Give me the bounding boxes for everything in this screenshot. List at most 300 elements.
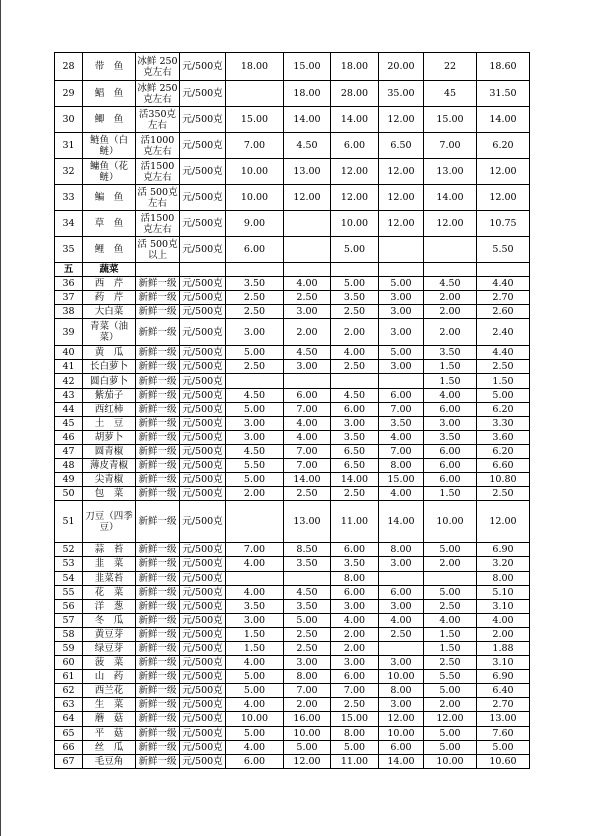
price-cell: 6.20 <box>477 133 530 159</box>
item-spec: 新鲜一级 <box>136 459 180 473</box>
price-cell: 28.00 <box>331 81 379 107</box>
price-cell: 6.00 <box>424 459 477 473</box>
price-cell: 6.00 <box>331 585 379 599</box>
item-name: 胡萝卜 <box>83 430 136 444</box>
price-cell: 10.00 <box>331 211 379 237</box>
price-cell: 12.00 <box>477 501 530 543</box>
price-cell: 7.00 <box>226 133 284 159</box>
price-cell: 3.00 <box>379 599 424 613</box>
item-name: 西 芹 <box>83 277 136 291</box>
table-row <box>55 599 530 613</box>
price-cell: 2.00 <box>424 305 477 319</box>
price-cell: 13.00 <box>424 159 477 185</box>
price-cell: 7.00 <box>284 444 331 458</box>
price-cell: 20.00 <box>379 53 424 81</box>
price-cell: 1.50 <box>424 641 477 655</box>
table-row <box>55 346 530 360</box>
price-cell: 2.00 <box>424 291 477 305</box>
item-unit: 元/500克 <box>180 698 226 712</box>
item-unit: 元/500克 <box>180 543 226 557</box>
item-spec: 活 500克左右 <box>137 186 178 209</box>
row-number: 54 <box>55 571 83 585</box>
price-cell: 6.00 <box>424 444 477 458</box>
table-row <box>55 416 530 430</box>
item-unit: 元/500克 <box>180 159 226 185</box>
item-unit: 元/500克 <box>180 185 226 211</box>
row-number: 45 <box>55 416 83 430</box>
table-row <box>55 613 530 627</box>
price-cell: 8.00 <box>331 571 379 585</box>
item-spec: 新鲜一级 <box>136 473 180 487</box>
price-cell: 10.00 <box>284 726 331 740</box>
item-name: 大白菜 <box>83 305 136 319</box>
table-row <box>55 402 530 416</box>
price-cell: 3.00 <box>379 291 424 305</box>
item-spec: 新鲜一级 <box>136 754 180 768</box>
item-unit: 元/500克 <box>180 599 226 613</box>
price-cell: 2.00 <box>226 487 284 501</box>
item-name: 洋 葱 <box>83 599 136 613</box>
price-cell: 2.50 <box>284 487 331 501</box>
price-cell: 5.00 <box>226 402 284 416</box>
price-cell: 1.50 <box>226 627 284 641</box>
price-cell: 2.60 <box>477 305 530 319</box>
row-number: 60 <box>55 656 83 670</box>
item-spec: 活350克左右 <box>136 107 180 133</box>
table-row <box>55 543 530 557</box>
empty-cell <box>136 263 180 277</box>
item-spec: 新鲜一级 <box>136 402 180 416</box>
item-name: 药 芹 <box>83 291 136 305</box>
price-cell: 12.00 <box>379 211 424 237</box>
price-cell: 2.00 <box>284 319 331 346</box>
table-row <box>55 444 530 458</box>
price-cell: 1.50 <box>424 487 477 501</box>
price-cell: 2.00 <box>331 641 379 655</box>
row-number: 59 <box>55 641 83 655</box>
price-cell: 3.00 <box>379 656 424 670</box>
table-row <box>55 501 530 543</box>
item-unit: 元/500克 <box>180 684 226 698</box>
price-cell: 3.00 <box>379 305 424 319</box>
table-row <box>55 319 530 346</box>
empty-cell <box>226 263 284 277</box>
item-name: 草 鱼 <box>83 211 136 237</box>
price-cell: 15.00 <box>331 712 379 726</box>
item-spec: 新鲜一级 <box>136 670 180 684</box>
row-number: 29 <box>55 81 83 107</box>
price-cell: 3.50 <box>424 346 477 360</box>
price-cell: 3.00 <box>379 557 424 571</box>
price-cell <box>226 81 284 107</box>
price-cell: 2.00 <box>331 319 379 346</box>
row-number: 52 <box>55 543 83 557</box>
item-spec: 新鲜一级 <box>136 585 180 599</box>
price-cell: 7.60 <box>477 726 530 740</box>
item-spec: 活1000克左右 <box>136 133 180 159</box>
item-unit: 元/500克 <box>180 641 226 655</box>
price-cell: 3.20 <box>477 557 530 571</box>
price-cell: 5.00 <box>226 726 284 740</box>
item-spec: 活 500克以上 <box>137 238 178 261</box>
price-cell: 18.00 <box>284 81 331 107</box>
table-row <box>55 291 530 305</box>
item-spec: 新鲜一级 <box>136 291 180 305</box>
price-cell: 2.50 <box>379 627 424 641</box>
item-name: 毛豆角 <box>83 754 136 768</box>
empty-cell <box>477 263 530 277</box>
price-cell: 2.50 <box>331 305 379 319</box>
row-number: 62 <box>55 684 83 698</box>
row-number: 35 <box>55 237 83 263</box>
price-cell: 4.00 <box>477 613 530 627</box>
price-cell: 2.00 <box>477 627 530 641</box>
row-number: 40 <box>55 346 83 360</box>
row-number: 33 <box>55 185 83 211</box>
item-name: 薄皮青椒 <box>83 459 136 473</box>
item-unit: 元/500克 <box>180 613 226 627</box>
price-cell: 11.00 <box>331 754 379 768</box>
item-spec: 新鲜一级 <box>136 571 180 585</box>
price-cell: 5.00 <box>379 277 424 291</box>
price-cell: 4.00 <box>331 346 379 360</box>
item-unit: 元/500克 <box>180 211 226 237</box>
price-cell: 12.00 <box>284 754 331 768</box>
price-cell: 2.00 <box>424 557 477 571</box>
row-number: 37 <box>55 291 83 305</box>
item-name: 山 药 <box>83 670 136 684</box>
table-row <box>55 211 530 237</box>
price-cell: 13.00 <box>284 159 331 185</box>
row-number: 32 <box>55 159 83 185</box>
price-cell: 5.00 <box>331 237 379 263</box>
price-cell: 5.00 <box>226 670 284 684</box>
row-number: 41 <box>55 360 83 374</box>
empty-cell <box>331 263 379 277</box>
price-cell: 2.50 <box>284 291 331 305</box>
price-cell: 2.50 <box>331 360 379 374</box>
price-cell: 4.50 <box>284 585 331 599</box>
price-cell: 5.00 <box>284 613 331 627</box>
price-cell: 5.00 <box>331 740 379 754</box>
item-unit: 元/500克 <box>180 388 226 402</box>
price-cell: 6.00 <box>379 585 424 599</box>
table-row <box>55 627 530 641</box>
item-unit: 元/500克 <box>180 360 226 374</box>
item-name: 鲫 鱼 <box>83 107 136 133</box>
price-cell: 1.50 <box>477 374 530 388</box>
item-name: 蘑 菇 <box>83 712 136 726</box>
price-cell: 12.00 <box>424 211 477 237</box>
price-cell: 31.50 <box>477 81 530 107</box>
price-cell: 45 <box>424 81 477 107</box>
row-number: 58 <box>55 627 83 641</box>
price-cell <box>226 374 284 388</box>
price-cell <box>424 571 477 585</box>
price-cell: 4.00 <box>379 430 424 444</box>
price-cell: 6.60 <box>477 459 530 473</box>
price-cell: 2.50 <box>477 360 530 374</box>
table-row <box>55 133 530 159</box>
price-cell: 4.50 <box>284 133 331 159</box>
price-cell: 22 <box>424 53 477 81</box>
price-cell: 10.60 <box>477 754 530 768</box>
price-cell: 3.50 <box>331 430 379 444</box>
price-cell <box>424 237 477 263</box>
item-unit: 元/500克 <box>180 277 226 291</box>
empty-cell <box>424 263 477 277</box>
item-name: 平 菇 <box>83 726 136 740</box>
table-row <box>55 571 530 585</box>
price-cell: 5.50 <box>477 237 530 263</box>
item-name: 西兰花 <box>83 684 136 698</box>
item-spec: 新鲜一级 <box>136 599 180 613</box>
price-cell: 2.00 <box>331 627 379 641</box>
price-cell: 3.00 <box>226 430 284 444</box>
price-cell: 6.00 <box>424 402 477 416</box>
item-name: 丝 瓜 <box>83 740 136 754</box>
price-cell: 7.00 <box>284 684 331 698</box>
item-unit: 元/500克 <box>180 726 226 740</box>
item-name: 韭 菜 <box>83 557 136 571</box>
price-cell: 3.50 <box>226 277 284 291</box>
item-name: 土 豆 <box>83 416 136 430</box>
item-name: 圆白萝卜 <box>83 374 136 388</box>
price-cell: 6.00 <box>331 133 379 159</box>
table-row <box>55 487 530 501</box>
price-table <box>54 52 530 769</box>
item-unit: 元/500克 <box>180 237 226 263</box>
price-cell: 15.00 <box>379 473 424 487</box>
row-number: 42 <box>55 374 83 388</box>
table-row <box>55 107 530 133</box>
price-cell: 14.00 <box>424 185 477 211</box>
table-row <box>55 430 530 444</box>
price-cell: 3.00 <box>331 656 379 670</box>
table-row <box>55 726 530 740</box>
price-cell: 2.50 <box>424 599 477 613</box>
price-cell: 1.50 <box>226 641 284 655</box>
price-cell: 12.00 <box>379 712 424 726</box>
item-spec: 新鲜一级 <box>136 388 180 402</box>
item-unit: 元/500克 <box>180 627 226 641</box>
item-spec: 新鲜一级 <box>136 543 180 557</box>
item-spec: 新鲜一级 <box>136 656 180 670</box>
price-cell: 3.00 <box>379 360 424 374</box>
price-cell: 14.00 <box>331 473 379 487</box>
item-spec: 新鲜一级 <box>136 416 180 430</box>
section-header-row <box>55 263 530 277</box>
price-cell: 3.00 <box>226 613 284 627</box>
item-spec: 新鲜一级 <box>136 641 180 655</box>
item-unit: 元/500克 <box>180 754 226 768</box>
row-number: 66 <box>55 740 83 754</box>
item-unit: 元/500克 <box>180 402 226 416</box>
price-cell: 15.00 <box>226 107 284 133</box>
price-cell: 3.00 <box>226 416 284 430</box>
row-number: 63 <box>55 698 83 712</box>
price-cell: 4.00 <box>226 656 284 670</box>
item-spec: 新鲜一级 <box>136 613 180 627</box>
price-cell: 2.50 <box>284 627 331 641</box>
row-number: 64 <box>55 712 83 726</box>
price-cell <box>226 571 284 585</box>
price-cell <box>284 211 331 237</box>
row-number: 34 <box>55 211 83 237</box>
price-cell: 5.00 <box>226 473 284 487</box>
table-row <box>55 557 530 571</box>
item-name: 青菜（油菜） <box>83 319 136 346</box>
row-number: 36 <box>55 277 83 291</box>
price-cell: 8.00 <box>379 684 424 698</box>
price-cell: 2.40 <box>477 319 530 346</box>
price-cell: 5.00 <box>424 726 477 740</box>
price-cell <box>379 237 424 263</box>
price-cell: 3.00 <box>331 599 379 613</box>
price-cell: 2.50 <box>226 291 284 305</box>
item-spec: 新鲜一级 <box>136 712 180 726</box>
price-cell: 4.00 <box>284 430 331 444</box>
table-row <box>55 374 530 388</box>
price-cell: 5.00 <box>226 346 284 360</box>
price-cell: 1.88 <box>477 641 530 655</box>
price-cell: 3.50 <box>284 557 331 571</box>
price-cell: 14.00 <box>284 473 331 487</box>
price-cell: 6.00 <box>331 543 379 557</box>
page-left-edge <box>0 0 1 836</box>
item-unit: 元/500克 <box>180 459 226 473</box>
item-spec: 新鲜一级 <box>136 305 180 319</box>
price-cell: 3.50 <box>424 430 477 444</box>
price-cell: 8.00 <box>379 459 424 473</box>
price-cell: 4.00 <box>284 277 331 291</box>
item-spec: 新鲜一级 <box>136 374 180 388</box>
price-cell: 2.70 <box>477 698 530 712</box>
item-unit: 元/500克 <box>180 444 226 458</box>
price-cell: 14.00 <box>477 107 530 133</box>
price-cell: 12.00 <box>424 712 477 726</box>
table-row <box>55 740 530 754</box>
price-cell: 5.00 <box>424 684 477 698</box>
item-unit: 元/500克 <box>180 133 226 159</box>
price-cell: 3.00 <box>379 698 424 712</box>
item-name: 鲢鱼（白鲢） <box>83 133 136 159</box>
item-name: 刀豆（四季豆） <box>83 501 136 543</box>
price-cell: 7.00 <box>226 543 284 557</box>
item-unit: 元/500克 <box>180 53 226 81</box>
row-number: 61 <box>55 670 83 684</box>
price-cell: 2.50 <box>226 360 284 374</box>
section-label: 蔬菜 <box>83 263 136 277</box>
price-cell: 3.50 <box>284 599 331 613</box>
item-unit: 元/500克 <box>180 107 226 133</box>
price-cell: 5.50 <box>226 459 284 473</box>
row-number: 67 <box>55 754 83 768</box>
price-cell: 6.00 <box>226 754 284 768</box>
item-unit: 元/500克 <box>180 473 226 487</box>
item-name: 韭菜苔 <box>83 571 136 585</box>
row-number: 39 <box>55 319 83 346</box>
price-cell: 7.00 <box>331 684 379 698</box>
price-cell: 18.00 <box>331 53 379 81</box>
price-cell <box>379 641 424 655</box>
item-spec: 新鲜一级 <box>136 684 180 698</box>
item-unit: 元/500克 <box>180 487 226 501</box>
price-cell: 6.00 <box>379 740 424 754</box>
price-cell: 3.30 <box>477 416 530 430</box>
price-cell: 3.00 <box>379 319 424 346</box>
item-unit: 元/500克 <box>180 374 226 388</box>
row-number: 46 <box>55 430 83 444</box>
item-spec: 冰鲜 250克左右 <box>136 53 180 81</box>
row-number: 30 <box>55 107 83 133</box>
table-row <box>55 684 530 698</box>
price-cell: 4.50 <box>331 388 379 402</box>
price-cell: 4.00 <box>379 613 424 627</box>
item-spec: 新鲜一级 <box>136 487 180 501</box>
price-cell: 2.50 <box>284 641 331 655</box>
item-name: 鲳 鱼 <box>83 81 136 107</box>
table-row <box>55 641 530 655</box>
item-unit: 元/500克 <box>180 557 226 571</box>
price-cell: 6.20 <box>477 444 530 458</box>
item-unit: 元/500克 <box>180 81 226 107</box>
price-cell: 13.00 <box>284 501 331 543</box>
price-cell: 8.00 <box>284 670 331 684</box>
price-cell: 4.00 <box>379 487 424 501</box>
price-cell: 18.60 <box>477 53 530 81</box>
price-cell: 4.00 <box>424 388 477 402</box>
price-cell: 8.00 <box>331 726 379 740</box>
price-cell: 5.00 <box>477 740 530 754</box>
price-cell <box>284 237 331 263</box>
item-spec: 活1500克左右 <box>136 211 180 237</box>
section-number: 五 <box>55 263 83 277</box>
price-cell: 4.00 <box>331 613 379 627</box>
price-cell: 10.00 <box>424 501 477 543</box>
price-cell: 2.50 <box>424 656 477 670</box>
item-spec: 新鲜一级 <box>136 277 180 291</box>
row-number: 28 <box>55 53 83 81</box>
price-cell: 4.00 <box>226 698 284 712</box>
item-name: 包 菜 <box>83 487 136 501</box>
price-cell: 12.00 <box>379 185 424 211</box>
price-cell: 1.50 <box>424 627 477 641</box>
price-cell: 6.40 <box>477 684 530 698</box>
price-cell: 4.40 <box>477 346 530 360</box>
item-name: 蒜 苔 <box>83 543 136 557</box>
price-cell <box>379 374 424 388</box>
price-cell: 5.00 <box>226 684 284 698</box>
table-row <box>55 185 530 211</box>
price-cell: 4.40 <box>477 277 530 291</box>
price-cell: 10.75 <box>477 211 530 237</box>
item-unit: 元/500克 <box>180 305 226 319</box>
price-cell: 7.00 <box>284 402 331 416</box>
row-number: 31 <box>55 133 83 159</box>
price-cell: 12.00 <box>477 185 530 211</box>
table-row <box>55 670 530 684</box>
price-cell: 12.00 <box>379 159 424 185</box>
table-row <box>55 237 530 263</box>
price-cell: 1.50 <box>424 360 477 374</box>
table-row <box>55 698 530 712</box>
empty-cell <box>180 263 226 277</box>
table-row <box>55 277 530 291</box>
item-unit: 元/500克 <box>180 712 226 726</box>
price-cell <box>331 374 379 388</box>
price-cell: 2.00 <box>424 698 477 712</box>
